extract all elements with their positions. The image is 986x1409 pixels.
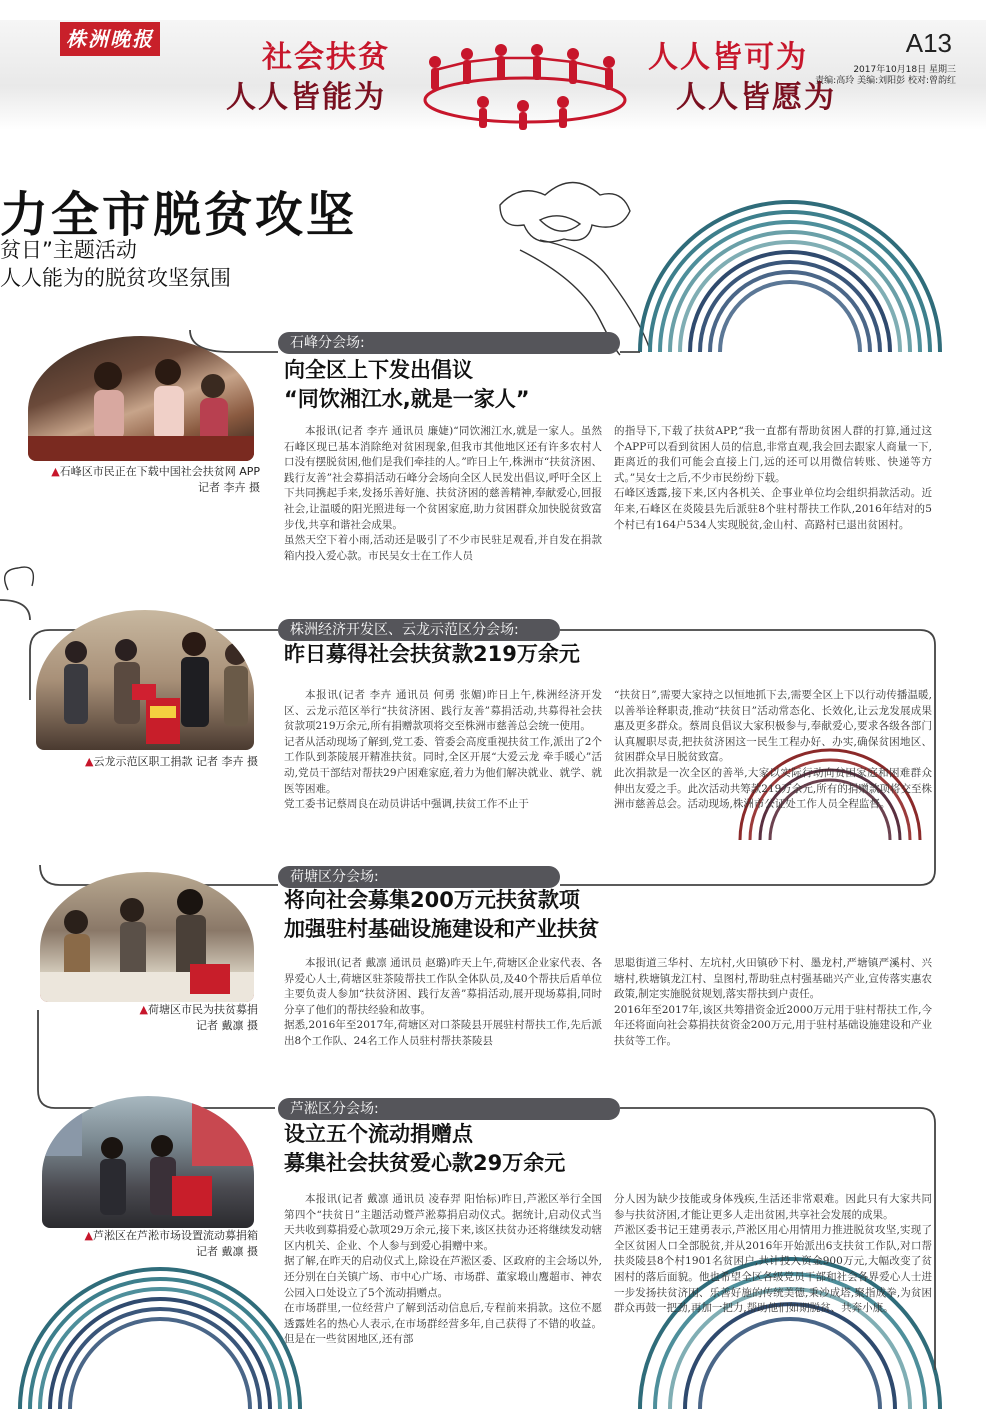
article-text: 本报讯(记者 李卉 通讯员 廉婕)“同饮湘江水,就是一家人。虽然石峰区现已基本消除绝对贫困现象,但我市其他地区还有许多农村人口没有摆脱贫困,他们是我们牵挂的人。”昨日上午,株洲市“扶贫济困、践行友善”社会募捐活动石峰分会场向全区人民发出倡议,呼吁全区上下共同携起手来,发扬乐善好施、扶贫济困的慈善精神,奉献爱心,回报社会,让温暖的阳光照进每一个贫困家庭,助力贫困群众加快脱贫致富步伐,共享和谐社会成果。 虽然天空下着小雨,活动还是吸引了不少市民驻足观看,并自发在捐款箱内投入爱心款。市民吴女士在工作人员 <box>284 425 602 562</box>
caption-credit: 记者 戴凛 摄 <box>196 1019 258 1032</box>
caption-triangle-icon: ▲ <box>51 465 60 478</box>
photo-hetang <box>40 872 254 1002</box>
article-text: 本报讯(记者 戴凛 通讯员 赵璐)昨天上午,荷塘区企业家代表、各界爱心人士,荷塘区驻茶陵帮扶工作队全体队员,及40个帮扶后盾单位主要负责人参加“扶贫济困、践行友善”募捐活动,展开现场募捐,同时分享了他们的帮扶经验和故事。 据悉,2016年至2017年,荷塘区对口茶陵县开展驻村帮扶工作,先后派出8个工作队、24名工作人员驻村帮扶茶陵县 <box>284 957 602 1047</box>
caption-text: 芦淞区在芦淞市场设置流动募捐箱 <box>93 1229 258 1242</box>
headline-hetang-1: 将向社会募集200万元扶贫款项 <box>284 888 580 912</box>
article-text: 思聪街道三华村、左坑村,火田镇砂下村、墨龙村,严塘镇严溪村、兴塘村,秩塘镇龙江村、皇图村,帮助驻点村强基础兴产业,宣传落实惠农政策,制定实施脱贫规划,落实帮扶到户责任。 2016年至2017年,该区共筹措资金近2000万元用于驻村帮扶工作,今年还将面向社会募捐扶贫资金200万元,用于驻村基础设施建设和产业扶贫等工作。 <box>614 957 932 1047</box>
caption-triangle-icon: ▲ <box>85 755 94 768</box>
headline-shifeng-1: 向全区上下发出倡议 <box>284 358 473 382</box>
article-lusong-left <box>284 1192 602 1368</box>
article-yunlong-left <box>284 688 602 860</box>
article-shifeng-right <box>614 424 932 582</box>
headline-shifeng-2: “同饮湘江水,就是一家人” <box>284 387 530 411</box>
section-bar-yunlong: 株洲经济开发区、云龙示范区分会场: <box>278 619 560 641</box>
photo-hetang-illustration <box>40 872 254 1002</box>
date-line: 2017年10月18日 星期三 <box>853 65 956 75</box>
article-shifeng-left <box>284 424 602 582</box>
caption-yunlong <box>20 754 258 770</box>
people-circle-illustration <box>405 40 645 130</box>
caption-hetang <box>20 1002 258 1034</box>
slogan-right-1: 人人皆可为 <box>648 40 808 75</box>
caption-text: 荷塘区市民为扶贫募捐 <box>148 1003 258 1016</box>
article-text: “扶贫日”,需要大家持之以恒地抓下去,需要全区上下以行动传播温暖,以善举诠释职责,推动“扶贫日”活动常态化、长效化,让云龙发展成果惠及更多群众。蔡周良倡议大家积极参与,奉献爱心,要求各级各部门认真履职尽责,把扶贫济困这一民生工程办好、办实,确保贫困地区、贫困群众早日脱贫致富。 此次捐款是一次全区的善举,大家以实际行动向贫困家庭和困难群众伸出友爱之手。此次活动共筹款219万余元,所有的捐赠款项将交至株洲市慈善总会。活动现场,株洲市公证处工作人员全程监督。 <box>614 689 932 811</box>
photo-yunlong <box>36 610 254 750</box>
article-text: 的指导下,下载了扶贫APP,“我一直都有帮助贫困人群的打算,通过这个APP可以看到贫困人员的信息,非常直观,我会回去跟家人商量一下,距离近的我们可能会直接上门,远的还可以用微信转账、快递等方式。”吴女士之后,不少市民纷纷下载。 石峰区透露,接下来,区内各机关、企事业单位均会组织捐款活动。近年来,石峰区在炎陵县先后派驻8个驻村帮扶工作队,2016年结对的5个村已有164户534人实现脱贫,金山村、高路村已退出贫困村。 <box>614 425 932 531</box>
masthead-logo: 株洲晚报 <box>60 22 160 56</box>
caption-text: 云龙示范区职工捐款 记者 李卉 摄 <box>93 755 258 768</box>
article-text: 分人因为缺少技能或身体残疾,生活还非常艰难。因此只有大家共同参与扶贫济困,才能让更多人走出贫困,共享社会发展的成果。 芦淞区委书记王建勇表示,芦淞区用心用情用力推进脱贫攻坚,实现了全区贫困人口全部脱贫,并从2016年开始派出6支扶贫工作队,对口帮扶炎陵县8个村1901名贫困户,共计投入资金900万元,大幅改变了贫困村的落后面貌。他也希望全区各级党员干部和社会各界爱心人士进一步发扬扶贫济困、乐善好施的传统美德,秉沙成塔,聚指成拳,为贫困群众再鼓一把劲,再加一把力,帮助他们如期脱贫、共奔小康。 <box>614 1193 932 1315</box>
photo-yunlong-illustration <box>36 610 254 750</box>
section-bar-shifeng: 石峰分会场: <box>278 332 620 354</box>
article-yunlong-right <box>614 688 932 860</box>
slogan-right-2: 人人皆愿为 <box>676 80 836 115</box>
page-header <box>0 0 986 150</box>
caption-credit: 记者 李卉 摄 <box>198 481 260 494</box>
subtitle-2: 人人能为的脱贫攻坚氛围 <box>0 266 231 290</box>
main-title: 力全市脱贫攻坚 <box>0 187 358 243</box>
caption-triangle-icon: ▲ <box>84 1229 93 1242</box>
headline-lusong-1: 设立五个流动捐赠点 <box>284 1122 473 1146</box>
page-number: A13 <box>905 28 952 58</box>
article-text: 本报讯(记者 戴凛 通讯员 凌春羿 阳怡标)昨日,芦淞区举行全国第四个“扶贫日”主题活动暨芦淞募捐启动仪式。据统计,启动仪式当天共收到募捐爱心款项29万余元,接下来,该区扶贫办还将继续发动辖区内机关、企业、个人参与到爱心捐赠中来。 据了解,在昨天的启动仪式上,除设在芦淞区委、区政府的主会场以外,还分别在白关镇广场、市中心广场、市场群、董家塅山鹰超市、神农公园入口处设立了5个流动捐赠点。 在市场群里,一位经营户了解到活动信息后,专程前来捐款。这位不愿透露姓名的热心人表示,在市场群经营多年,自己获得了不错的收益。但是在一些贫困地区,还有部 <box>284 1193 602 1346</box>
slogan-left-1: 社会扶贫 <box>262 40 390 75</box>
photo-shifeng <box>28 336 254 461</box>
section-bar-hetang: 荷塘区分会场: <box>278 866 560 888</box>
slogan-left-2: 人人皆能为 <box>226 80 386 115</box>
subtitle-1: 贫日”主题活动 <box>0 238 137 262</box>
caption-credit: 记者 戴凛 摄 <box>196 1245 258 1258</box>
photo-lusong <box>42 1096 254 1228</box>
editor-line: 责编:高玲 美编:刘阳彭 校对:曾韵红 <box>815 76 956 86</box>
photo-shifeng-illustration <box>28 336 254 461</box>
headline-lusong-2: 募集社会扶贫爱心款29万余元 <box>284 1151 566 1175</box>
caption-shifeng <box>20 464 260 496</box>
article-text: 本报讯(记者 李卉 通讯员 何勇 张媚)昨日上午,株洲经济开发区、云龙示范区举行“扶贫济困、践行友善”募捐活动,共募得社会扶贫款项219万余元,所有捐赠款项将交至株洲市慈善总会统一使用。 记者从活动现场了解到,党工委、管委会高度重视扶贫工作,派出了2个工作队到茶陵展开精准扶贫。同时,全区开展“大爱云龙 牵手暖心”活动,党员干部结对帮扶29户困难家庭,着力为他们解决就业、就学、就医等困难。 党工委书记蔡周良在动员讲话中强调,扶贫工作不止于 <box>284 689 602 811</box>
headline-hetang-2: 加强驻村基础设施建设和产业扶贫 <box>284 917 599 941</box>
headline-yunlong-1: 昨日募得社会扶贫款219万余元 <box>284 642 580 666</box>
article-hetang-right <box>614 956 932 1068</box>
article-lusong-right <box>614 1192 932 1368</box>
caption-text: 石峰区市民正在下载中国社会扶贫网 APP <box>59 465 260 478</box>
photo-lusong-illustration <box>42 1096 254 1228</box>
caption-triangle-icon: ▲ <box>139 1003 148 1016</box>
article-hetang-left <box>284 956 602 1068</box>
caption-lusong <box>20 1228 258 1260</box>
section-bar-lusong: 芦淞区分会场: <box>278 1098 620 1120</box>
